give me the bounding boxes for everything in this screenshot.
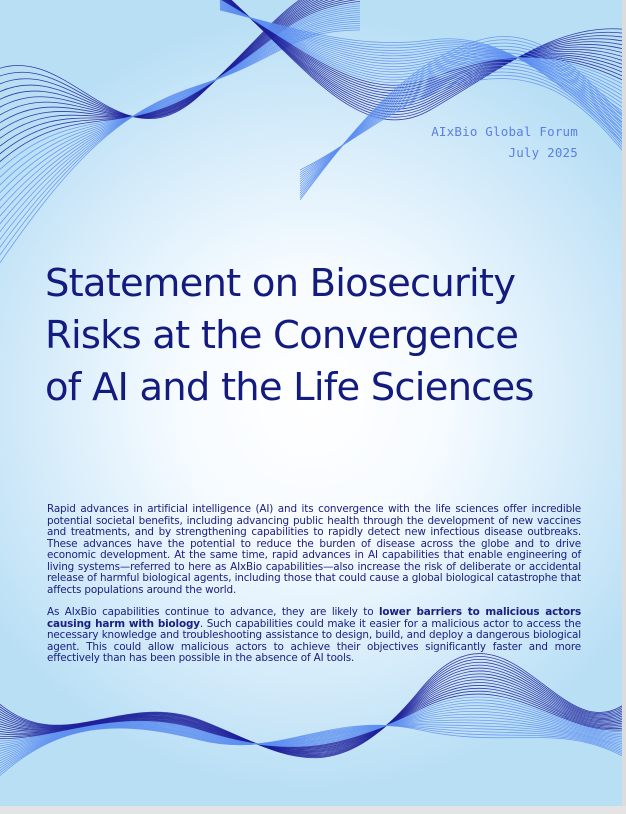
title-line-1: Statement on Biosecurity	[45, 261, 516, 306]
wave-top-left-line	[0, 17, 360, 222]
wave-top-left-line	[0, 28, 360, 262]
title-line-3: of AI and the Life Sciences	[45, 365, 534, 410]
forum-date: July 2025	[508, 145, 578, 160]
forum-header	[431, 121, 578, 163]
paragraph-2-start: As AIxBio capabilities continue to advance, they are likely to	[47, 606, 379, 618]
title-line-2: Risks at the Convergence	[45, 313, 519, 358]
wave-top-right	[220, 0, 622, 200]
forum-name: AIxBio Global Forum	[431, 124, 578, 139]
paragraph-1: Rapid advances in artificial intelligence (AI) and its convergence with the life sciences offer incredible potential societal benefits, including advancing public health through the development of new vaccines and treatments, and by strengthening capabilities to rapidly detect new infectious disease outbreaks. These advances have the potential to reduce the burden of disease across the globe and to drive economic development. At the same time, rapid advances in AI capabilities that enable engineering of living systems—referred to here as AIxBio capabilities—also increase the risk of deliberate or accidental release of harmful biological agents, including those that could cause a global biological catastrophe that affects populations around the world.	[47, 503, 581, 596]
statement-body	[47, 504, 581, 676]
wave-bottom-line	[0, 725, 622, 774]
page-bottom-edge	[0, 806, 626, 814]
document-title	[45, 258, 605, 414]
wave-top-right-line	[300, 43, 622, 195]
paragraph-2	[47, 607, 581, 665]
wave-top-left	[0, 0, 360, 270]
vertical-scrollbar[interactable]	[622, 0, 626, 814]
wave-top-right-line	[220, 3, 622, 109]
wave-top-left-line	[0, 0, 360, 134]
wave-top-right-line	[220, 8, 622, 138]
paragraph-2-emphasis: lower barriers to malicious actors causing harm with biology	[47, 606, 581, 630]
paragraph-2-end: . Such capabilities could make it easier for a malicious actor to access the necessary knowledge and troubleshooting assistance to design, build, and deploy a dangerous biological agent. This could allow malicious actors to achieve their objectives significantly faster and more effectively than has been possible in the absence of AI tools.	[47, 617, 581, 664]
wave-top-left-line	[0, 0, 360, 158]
